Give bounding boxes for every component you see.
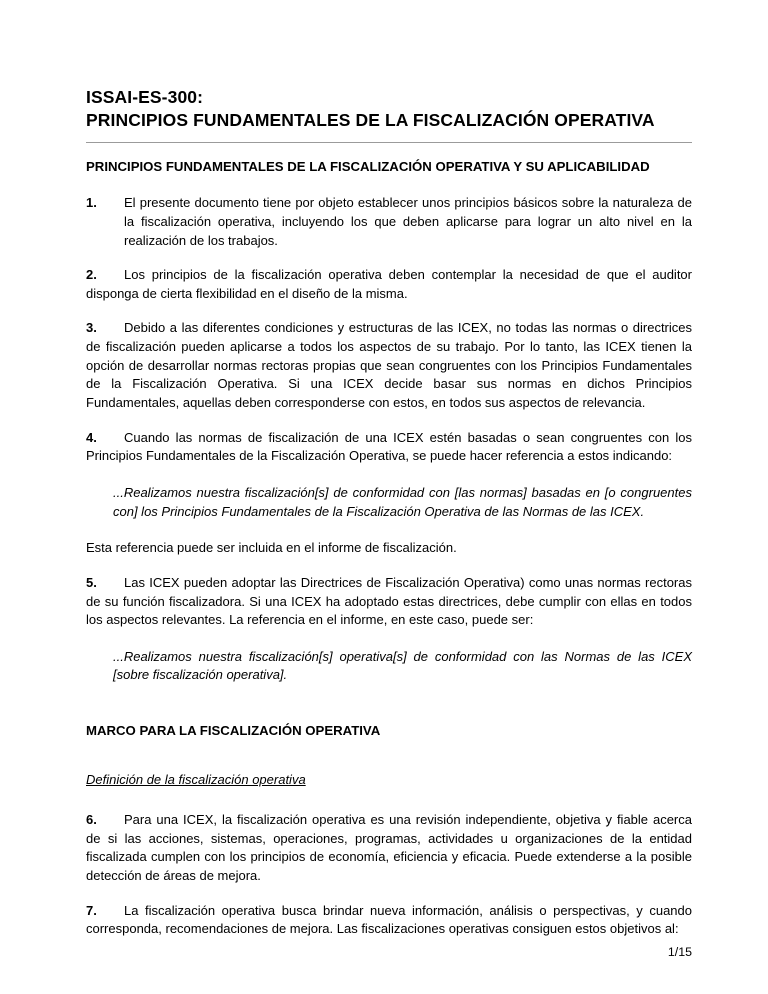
paragraph-4-number: 4. (86, 429, 97, 445)
paragraph-1-text: El presente documento tiene por objeto establecer unos principios básicos sobre la naturaleza de la fiscalización operativa, incluyendo los que deben aplicarse para lograr un alto nivel en la realización de los trabajos. (124, 195, 692, 248)
spacer (86, 685, 692, 707)
paragraph-6-text: Para una ICEX, la fiscalización operativa es una revisión independiente, objetiva y fiable acerca de si las acciones, sistemas, operaciones, programas, actividades u organizaciones de la entidad fiscalizada cumplen con los principios de economía, eficiencia y eficacia. Puede extenderse a la posible detección de áreas de mejora. (86, 812, 692, 883)
page-number: 1/15 (667, 945, 692, 959)
paragraph-1 (86, 194, 692, 250)
paragraph-7-number: 7. (86, 902, 97, 918)
paragraph-3-text: Debido a las diferentes condiciones y estructuras de las ICEX, no todas las normas o directrices de fiscalización pueden aplicarse a todos los aspectos de su trabajo. Por lo tanto, las ICEX tienen la opción de desarrollar normas rectoras propias que sean congruentes con los Principios Fundamentales de la Fiscalización Operativa. Si una ICEX decide basar sus normas en dichos Principios Fundamentales, aquellas deben corresponderse con estos, en todos sus aspectos de relevancia. (86, 320, 692, 411)
paragraph-1-number: 1. (86, 195, 97, 211)
paragraph-5-text: Las ICEX pueden adoptar las Directrices de Fiscalización Operativa) como unas normas rectoras de su función fiscalizadora. Si una ICEX ha adoptado estas directrices, debe cumplir con ellas en todos los aspectos relevantes. La referencia en el informe, en este caso, puede ser: (86, 574, 692, 628)
paragraph-4 (86, 429, 692, 466)
document-title-id: ISSAI-ES-300: (86, 87, 204, 107)
spacer (86, 789, 692, 811)
paragraph-6 (86, 811, 692, 886)
spacer (86, 521, 692, 539)
spacer (86, 558, 692, 574)
spacer (86, 176, 692, 194)
document-body (86, 86, 692, 939)
paragraph-2-text: Los principios de la fiscalización operativa deben contemplar la necesidad de que el auditor disponga de cierta flexibilidad en el diseño de la misma. (86, 267, 692, 301)
paragraph-4-text: Cuando las normas de fiscalización de una ICEX estén basadas o sean congruentes con los Principios Fundamentales de la Fiscalización Operativa, se puede hacer referencia a estos indicando: (86, 429, 692, 464)
spacer (86, 303, 692, 319)
page-footer (86, 944, 692, 960)
paragraph-2-number: 2. (86, 267, 97, 283)
spacer (86, 250, 692, 266)
paragraph-3-number: 3. (86, 320, 97, 336)
document-title (86, 86, 692, 133)
paragraph-7-text: La fiscalización operativa busca brindar nueva información, análisis o perspectivas, y cuando corresponda, recomendaciones de mejora. Las fiscalizaciones operativas consiguen estos objetivos al: (86, 902, 692, 937)
paragraph-3 (86, 319, 692, 412)
spacer (86, 886, 692, 902)
paragraph-reference-note: Esta referencia puede ser incluida en el informe de fiscalización. (86, 540, 457, 556)
spacer (86, 630, 692, 648)
quote-block-2: ...Realizamos nuestra fiscalización[s] operativa[s] de conformidad con las Normas de las ICEX [sobre fiscalización operativa]. (113, 648, 692, 683)
paragraph-2 (86, 266, 692, 303)
paragraph-5-number: 5. (86, 574, 97, 590)
spacer (86, 466, 692, 484)
spacer (86, 413, 692, 429)
subheading-definition: Definición de la fiscalización operativa (86, 771, 306, 787)
heading-framework: MARCO PARA LA FISCALIZACIÓN OPERATIVA (86, 723, 381, 739)
paragraph-6-number: 6. (86, 812, 97, 827)
paragraph-7 (86, 902, 692, 939)
title-divider (86, 142, 692, 143)
heading-applicability: PRINCIPIOS FUNDAMENTALES DE LA FISCALIZACIÓN OPERATIVA Y SU APLICABILIDAD (86, 158, 650, 174)
document-title-main: PRINCIPIOS FUNDAMENTALES DE LA FISCALIZACIÓN OPERATIVA (86, 110, 655, 131)
spacer (86, 741, 692, 771)
quote-block-1: ...Realizamos nuestra fiscalización[s] de conformidad con [las normas] basadas en [o congruentes con] los Principios Fundamentales de la Fiscalización Operativa de las Normas de las ICEX. (113, 484, 692, 519)
paragraph-5 (86, 574, 692, 630)
